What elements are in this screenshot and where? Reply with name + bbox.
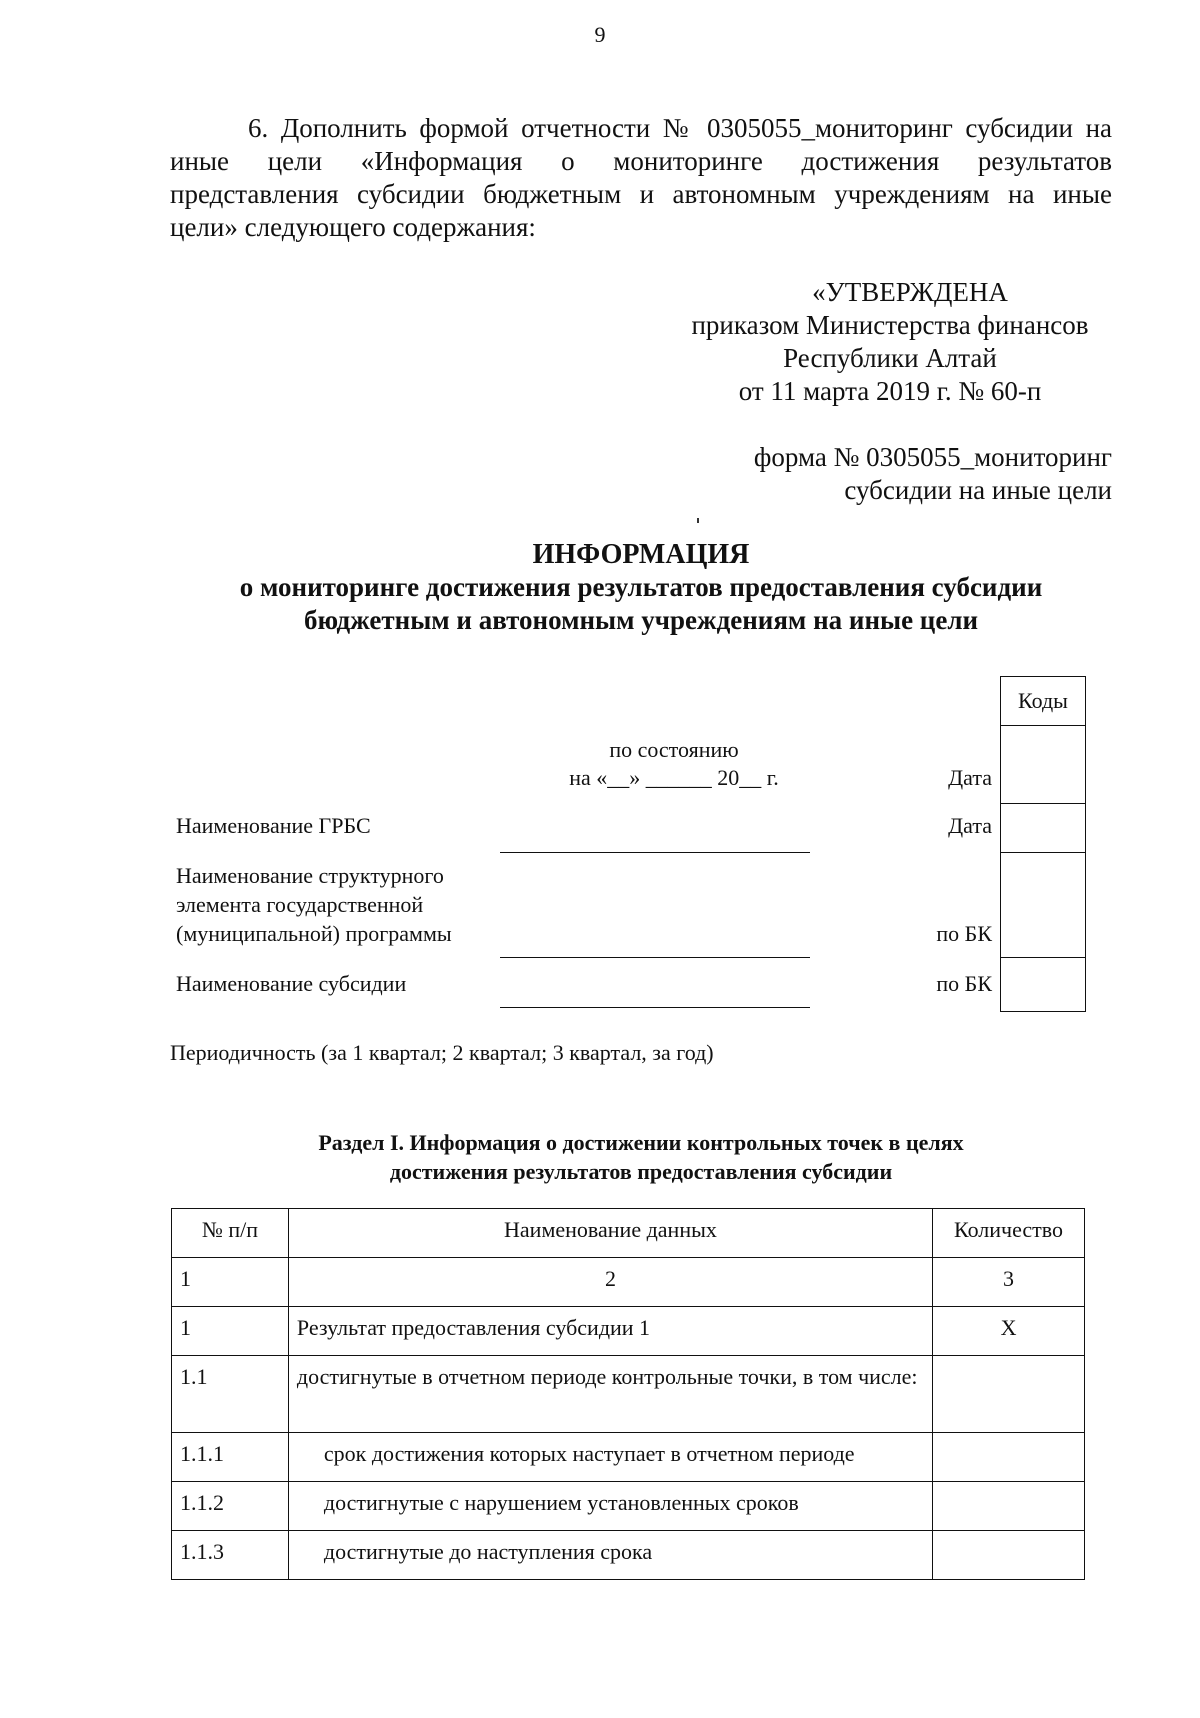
row-quantity[interactable]	[933, 1356, 1085, 1433]
codes-divider-date2	[1000, 852, 1086, 853]
header-number: № п/п	[172, 1209, 289, 1258]
codes-divider-date1	[1000, 803, 1086, 804]
subsidy-label: Наименование субсидии	[176, 971, 407, 996]
form-number-line-1: форма № 0305055_мониторинг	[753, 442, 1112, 472]
title-main: ИНФОРМАЦИЯ	[532, 539, 750, 570]
table-row	[172, 1307, 1085, 1356]
state-label: по состоянию	[609, 737, 739, 762]
codes-box	[1000, 676, 1086, 1012]
approval-line-4: от 11 марта 2019 г. № 60-п	[738, 376, 1042, 406]
title-sub-1: о мониторинге достижения результатов предоставления субсидии	[239, 572, 1043, 602]
row-quantity[interactable]	[933, 1433, 1085, 1482]
struct-label-1: Наименование структурного	[176, 863, 444, 888]
table-row	[172, 1433, 1085, 1482]
struct-input-line[interactable]	[500, 957, 810, 958]
header-quantity: Количество	[933, 1209, 1085, 1258]
col-number-2: 2	[288, 1258, 932, 1307]
form-number-line-2: субсидии на иные цели	[844, 475, 1112, 505]
scan-mark	[697, 518, 699, 523]
date-label-1: Дата	[948, 765, 992, 790]
approval-line-1: «УТВЕРЖДЕНА	[812, 277, 1008, 307]
grbs-label: Наименование ГРБС	[176, 813, 371, 838]
row-number: 1.1.1	[172, 1433, 289, 1482]
row-number: 1.1.2	[172, 1482, 289, 1531]
table-row	[172, 1531, 1085, 1580]
amendment-line-1: 6. Дополнить формой отчетности № 0305055_мониторинг субсидии на	[248, 113, 1112, 143]
section-title-line-2: достижения результатов предоставления субсидии	[389, 1159, 893, 1184]
bk-label-2: по БК	[936, 971, 992, 996]
row-number: 1	[172, 1307, 289, 1356]
codes-header: Коды	[1018, 688, 1068, 713]
codes-divider-bk1	[1000, 957, 1086, 958]
row-name: достигнутые до наступления срока	[288, 1531, 932, 1580]
row-number: 1.1	[172, 1356, 289, 1433]
struct-label-3: (муниципальной) программы	[176, 921, 452, 946]
title-sub-2: бюджетным и автономным учреждениям на иные цели	[303, 605, 979, 635]
periodicity-label: Периодичность (за 1 квартал; 2 квартал; 3 квартал, за год)	[170, 1040, 714, 1065]
col-number-1: 1	[172, 1258, 289, 1307]
amendment-line-4: цели» следующего содержания:	[170, 212, 536, 242]
document-title	[170, 538, 1112, 637]
bk-label-1: по БК	[936, 921, 992, 946]
row-quantity[interactable]	[933, 1531, 1085, 1580]
table-column-numbers-row	[172, 1258, 1085, 1307]
table-row	[172, 1356, 1085, 1433]
page-number: 9	[594, 22, 606, 47]
amendment-paragraph	[170, 112, 1112, 244]
row-name: достигнутые с нарушением установленных сроков	[288, 1482, 932, 1531]
row-name: Результат предоставления субсидии 1	[288, 1307, 932, 1356]
row-name: достигнутые в отчетном периоде контрольные точки, в том числе:	[288, 1356, 932, 1433]
grbs-input-line[interactable]	[500, 852, 810, 853]
struct-label-2: элемента государственной	[176, 892, 424, 917]
row-quantity[interactable]	[933, 1482, 1085, 1531]
amendment-line-2: иные цели «Информация о мониторинге достижения результатов	[170, 146, 1112, 176]
section-title-line-1: Раздел I. Информация о достижении контрольных точек в целях	[318, 1130, 964, 1155]
table-row	[172, 1482, 1085, 1531]
amendment-line-3: представления субсидии бюджетным и автономным учреждениям на иные	[170, 179, 1112, 209]
row-number: 1.1.3	[172, 1531, 289, 1580]
date-label-2: Дата	[948, 813, 992, 838]
subsidy-input-line[interactable]	[500, 1007, 810, 1008]
checkpoints-table	[171, 1208, 1085, 1580]
col-number-3: 3	[933, 1258, 1085, 1307]
approval-block	[680, 276, 1140, 408]
section-title	[170, 1128, 1112, 1186]
row-name: срок достижения которых наступает в отчетном периоде	[288, 1433, 932, 1482]
row-quantity: X	[933, 1307, 1085, 1356]
codes-divider-head	[1000, 725, 1086, 726]
header-name: Наименование данных	[288, 1209, 932, 1258]
form-number-block	[620, 441, 1112, 507]
approval-line-2: приказом Министерства финансов	[691, 310, 1089, 340]
approval-line-3: Республики Алтай	[783, 343, 997, 373]
report-date-line: на «__» ______ 20__ г.	[569, 765, 779, 790]
table-header-row	[172, 1209, 1085, 1258]
